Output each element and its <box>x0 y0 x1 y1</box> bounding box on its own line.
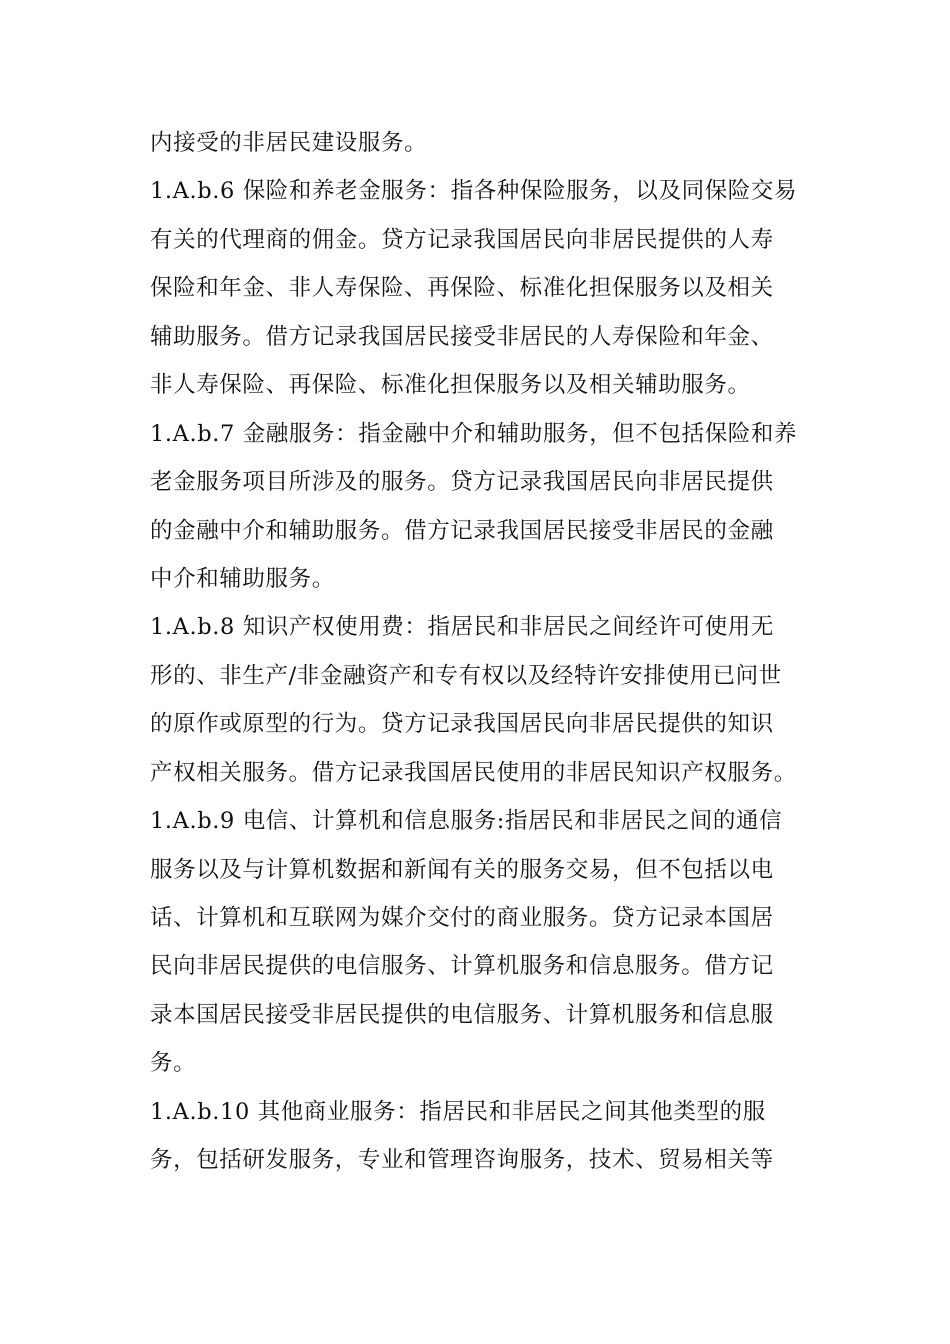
text-line: 服务以及与计算机数据和新闻有关的服务交易，但不包括以电 <box>150 856 774 883</box>
text-line: 的金融中介和辅助服务。借方记录我国居民接受非居民的金融 <box>150 517 774 544</box>
text-line: 务，包括研发服务，专业和管理咨询服务，技术、贸易相关等 <box>150 1147 774 1174</box>
text-line: 1.A.b.6 保险和养老金服务：指各种保险服务，以及同保险交易 <box>150 178 798 205</box>
text-line: 有关的代理商的佣金。贷方记录我国居民向非居民提供的人寿 <box>150 226 774 253</box>
text-line: 辅助服务。借方记录我国居民接受非居民的人寿保险和年金、 <box>150 323 774 350</box>
text-line: 保险和年金、非人寿保险、再保险、标准化担保服务以及相关 <box>150 275 774 302</box>
text-line: 录本国居民接受非居民提供的电信服务、计算机服务和信息服 <box>150 1001 774 1028</box>
text-line: 中介和辅助服务。 <box>150 565 335 592</box>
document-body <box>150 119 820 1185</box>
text-line: 1.A.b.10 其他商业服务：指居民和非居民之间其他类型的服 <box>150 1098 766 1125</box>
text-line: 1.A.b.8 知识产权使用费：指居民和非居民之间经许可使用无 <box>150 614 774 641</box>
text-line: 产权相关服务。借方记录我国居民使用的非居民知识产权服务。 <box>150 759 797 786</box>
text-line: 老金服务项目所涉及的服务。贷方记录我国居民向非居民提供 <box>150 469 774 496</box>
text-line: 民向非居民提供的电信服务、计算机服务和信息服务。借方记 <box>150 953 774 980</box>
text-line: 形的、非生产/非金融资产和专有权以及经特许安排使用已问世 <box>150 662 782 689</box>
text-line: 1.A.b.9 电信、计算机和信息服务:指居民和非居民之间的通信 <box>150 808 783 835</box>
text-line: 话、计算机和互联网为媒介交付的商业服务。贷方记录本国居 <box>150 905 774 931</box>
text-line: 1.A.b.7 金融服务：指金融中介和辅助服务，但不包括保险和养 <box>150 420 798 447</box>
text-line: 内接受的非居民建设服务。 <box>150 130 428 156</box>
text-line: 务。 <box>150 1050 197 1077</box>
text-line: 非人寿保险、再保险、标准化担保服务以及相关辅助服务。 <box>150 372 751 399</box>
text-line: 的原作或原型的行为。贷方记录我国居民向非居民提供的知识 <box>150 711 774 738</box>
